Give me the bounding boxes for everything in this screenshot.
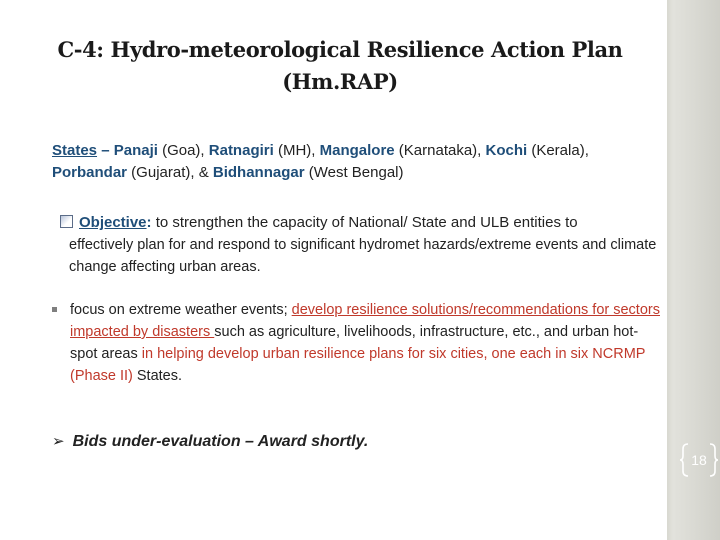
states-separator: – xyxy=(97,142,114,159)
bullet-text-3: such as agriculture, livelihoods, infrastructure, etc., and urban hot-spot areas xyxy=(70,324,639,362)
city-ratnagiri: Ratnagiri xyxy=(208,142,274,159)
states-paragraph xyxy=(52,140,652,184)
state-gujarat: (Gujarat), & xyxy=(127,164,213,181)
state-goa: (Goa), xyxy=(157,142,209,159)
bullet-red-text: in helping develop urban resilience plans for six cities, one each in six NCRMP (Phase II) xyxy=(70,346,646,384)
state-karnataka: (Karnataka), xyxy=(394,142,486,159)
bids-text: Bids under-evaluation – Award shortly. xyxy=(72,433,369,450)
state-kerala: (Kerala), xyxy=(527,142,589,159)
square-bullet-icon xyxy=(52,307,57,312)
state-west-bengal: (West Bengal) xyxy=(304,164,404,181)
page-number xyxy=(680,440,718,480)
objective-text-rest: effectively plan for and respond to significant hydromet hazards/extreme events and climate change affecting urban areas. xyxy=(69,237,657,275)
city-kochi: Kochi xyxy=(485,142,528,159)
objective-text-start: to strengthen the capacity of National/ State and ULB entities to xyxy=(151,214,578,231)
city-panaji: Panaji xyxy=(113,142,158,159)
objective-colon: : xyxy=(146,214,152,231)
title-line-2: (Hm.RAP) xyxy=(282,69,398,94)
city-porbandar: Porbandar xyxy=(52,164,128,181)
city-bidhannagar: Bidhannagar xyxy=(212,164,305,181)
state-mh: (MH), xyxy=(273,142,320,159)
bullet-text-5: States. xyxy=(132,368,183,384)
objective-paragraph xyxy=(60,212,660,278)
checkbox-bullet-icon xyxy=(60,215,73,228)
bullet-underlined-text: develop resilience solutions/recommendations for sectors impacted by disasters xyxy=(70,302,660,340)
city-mangalore: Mangalore xyxy=(319,142,395,159)
page-number-text: 18 xyxy=(691,452,707,468)
focus-bullet xyxy=(52,299,662,387)
states-label: States xyxy=(52,142,98,159)
title-line-1: C-4: Hydro-meteorological Resilience Action Plan xyxy=(57,37,623,62)
slide-title xyxy=(20,34,660,98)
arrow-bullet-icon: ➢ xyxy=(52,433,65,450)
bids-line xyxy=(52,431,572,453)
objective-label: Objective xyxy=(79,214,147,231)
bullet-text-1: focus on extreme weather events; xyxy=(70,302,292,318)
